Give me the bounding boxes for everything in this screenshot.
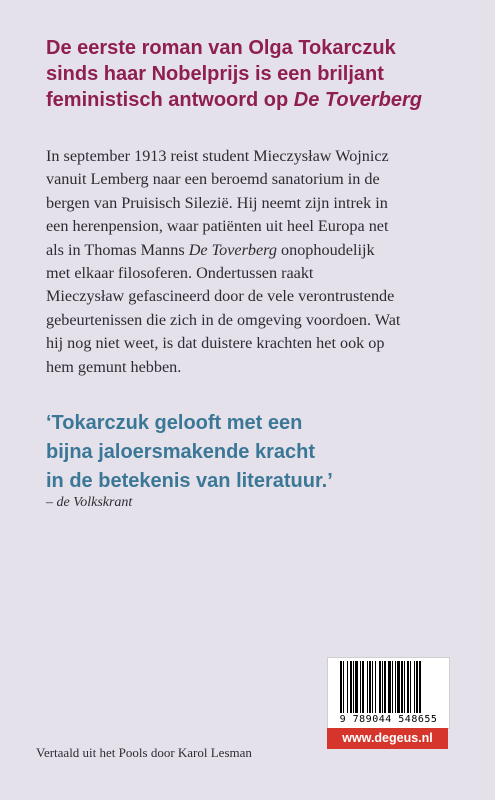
synopsis bbox=[46, 145, 461, 379]
barcode-bars bbox=[338, 661, 439, 713]
synopsis-line bbox=[46, 239, 461, 262]
headline-line-2: sinds haar Nobelprijs is een briljant bbox=[46, 63, 384, 85]
quote-source bbox=[46, 495, 132, 511]
synopsis-line: hij nog niet weet, is dat duistere krachten het ook op bbox=[46, 334, 385, 353]
translator-credit: Vertaald uit het Pools door Karol Lesman bbox=[36, 745, 252, 760]
synopsis-line: gebeurtenissen die zich in de omgeving voordoen. Wat bbox=[46, 310, 401, 329]
headline-line-3 bbox=[46, 87, 466, 113]
barcode bbox=[327, 657, 450, 729]
quote-publication: de Volkskrant bbox=[56, 495, 133, 510]
synopsis-line: bergen van Pruisisch Silezië. Hij neemt zijn intrek in bbox=[46, 193, 388, 212]
headline-line-3-text: feministisch antwoord op bbox=[46, 89, 294, 111]
isbn-number: 9 789044 548655 bbox=[339, 714, 438, 725]
publisher-url: www.degeus.nl bbox=[342, 731, 433, 745]
quote-line: bijna jaloersmakende kracht bbox=[46, 441, 316, 463]
quote-dash: – bbox=[46, 495, 57, 510]
synopsis-line: vanuit Lemberg naar een beroemd sanatorium in de bbox=[46, 170, 380, 189]
publisher-url-box bbox=[327, 728, 448, 749]
quote-line: ‘Tokarczuk gelooft met een bbox=[46, 412, 303, 434]
synopsis-text: als in Thomas Manns bbox=[46, 240, 189, 259]
synopsis-book-title: De Toverberg bbox=[188, 240, 277, 259]
synopsis-line: een herenpension, waar patiënten uit heel Europa net bbox=[46, 217, 389, 236]
review-quote bbox=[46, 409, 466, 496]
synopsis-text: onophoudelijk bbox=[276, 240, 375, 259]
headline bbox=[46, 35, 466, 113]
synopsis-line: met elkaar filosoferen. Ondertussen raakt bbox=[46, 264, 314, 283]
headline-line-1: De eerste roman van Olga Tokarczuk bbox=[46, 37, 396, 59]
synopsis-line: hem gemunt hebben. bbox=[46, 357, 182, 376]
quote-line: in de betekenis van literatuur.’ bbox=[46, 470, 333, 492]
synopsis-line: Mieczysław gefascineerd door de vele verontrustende bbox=[46, 287, 395, 306]
synopsis-line: In september 1913 reist student Mieczysław Wojnicz bbox=[46, 147, 389, 165]
headline-book-title: De Toverberg bbox=[293, 89, 422, 111]
